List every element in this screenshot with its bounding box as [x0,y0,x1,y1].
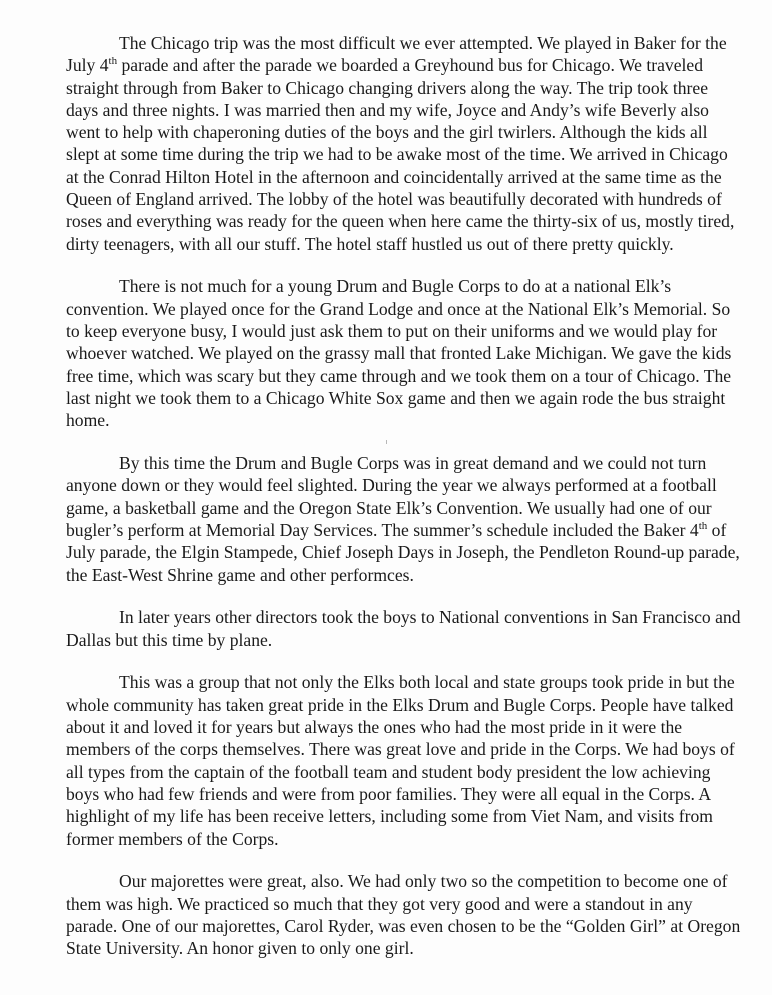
paragraph-text: Our majorettes were great, also. We had only two so the competition to become one of them was high. We practiced so much that they got very good and were a standout in any parade. One of our majorettes, Carol Ryder, was even chosen to be the “Golden Girl” at Oregon State University. An honor given to only one girl. [66,871,741,959]
ordinal-superscript: th [698,520,708,533]
paragraph-text: The Chicago trip was the most difficult we ever attempted. We played in Baker for the July 4 [66,33,727,76]
scan-speck [386,440,387,444]
paragraph-later-years [66,606,744,651]
paragraph-text: This was a group that not only the Elks both local and state groups took pride in but the whole community has taken great pride in the Elks Drum and Bugle Corps. People have talked about it and loved it for years but always the ones who had the most pride in it were the members of the corps themselves. There was great love and pride in the Corps. We had boys of all types from the captain of the football team and student body president the low achieving boys who had few friends and were from poor families. They were all equal in the Corps. A highlight of my life has been receive letters, including some from Viet Nam, and visits from former members of the Corps. [66,672,735,849]
paragraph-elks-convention [66,275,744,431]
paragraph-great-demand [66,452,744,586]
ordinal-superscript: th [108,55,118,68]
document-body [66,32,744,959]
paragraph-community-pride [66,671,744,849]
paragraph-majorettes [66,870,744,959]
paragraph-text: In later years other directors took the boys to National conventions in San Francisco and Dallas but this time by plane. [66,607,741,650]
paragraph-text: parade and after the parade we boarded a Greyhound bus for Chicago. We traveled straight through from Baker to Chicago changing drivers along the way. The trip took three days and three nights. I was married then and my wife, Joyce and Andy’s wife Beverly also went to help with chaperoning duties of the boys and the girl twirlers. Although the kids all slept at some time during the trip we had to be awake most of the time. We arrived in Chicago at the Conrad Hilton Hotel in the afternoon and coincidentally arrived at the same time as the Queen of England arrived. The lobby of the hotel was beautifully decorated with hundreds of roses and everything was ready for the queen when here came the thirty-six of us, mostly tired, dirty teenagers, with all our stuff. The hotel staff hustled us out of there pretty quickly. [66,55,735,254]
paragraph-text: By this time the Drum and Bugle Corps was in great demand and we could not turn anyone down or they would feel slighted. During the year we always performed at a football game, a basketball game and the Oregon State Elk’s Convention. We usually had one of our bugler’s perform at Memorial Day Services. The summer’s schedule included the Baker 4 [66,453,717,540]
paragraph-text: of July parade, the Elgin Stampede, Chief Joseph Days in Joseph, the Pendleton Round-up parade, the East-West Shrine game and other performces. [66,519,740,585]
paragraph-text: There is not much for a young Drum and Bugle Corps to do at a national Elk’s convention. We played once for the Grand Lodge and once at the National Elk’s Memorial. So to keep everyone busy, I would just ask them to put on their uniforms and we would play for whoever watched. We played on the grassy mall that fronted Lake Michigan. We gave the kids free time, which was scary but they came through and we took them on a tour of Chicago. The last night we took them to a Chicago White Sox game and then we again rode the bus straight home. [66,276,732,431]
paragraph-chicago-trip [66,32,744,255]
